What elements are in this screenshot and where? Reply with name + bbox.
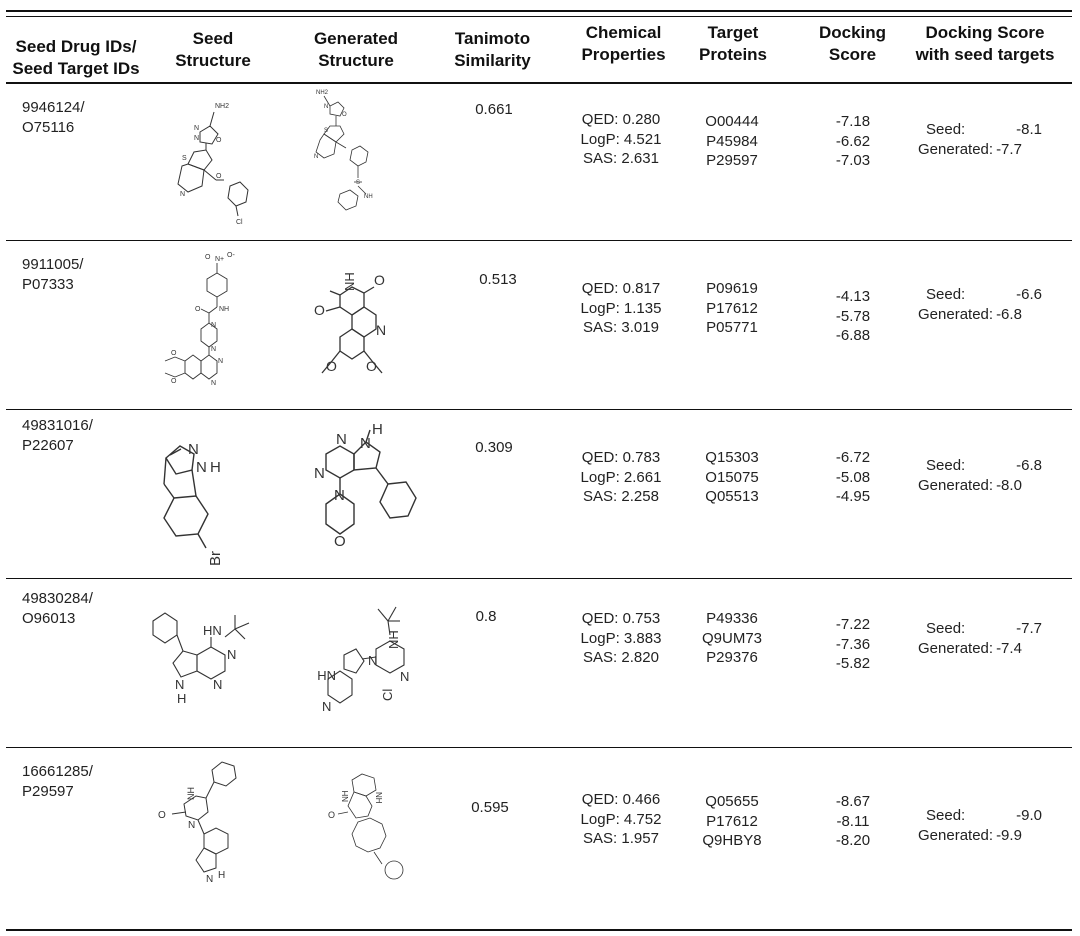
docking-value: -6.62 (835, 132, 871, 150)
seed-ids-cell (22, 255, 83, 294)
pyrazole-ring (196, 848, 216, 872)
target-proteins-cell (696, 448, 768, 507)
table-row (0, 748, 1080, 928)
atom-label: N (211, 346, 217, 353)
atom-label: N (211, 322, 217, 329)
bond (225, 629, 235, 637)
header-target-proteins (688, 22, 778, 66)
pyrrole-ring (173, 651, 197, 677)
header-docking-score-seed (905, 22, 1065, 66)
bond (198, 820, 204, 834)
bond (209, 307, 217, 313)
seed-ids-cell (22, 416, 93, 455)
pyrimidine-ring (326, 446, 354, 478)
header-seed-ids (6, 36, 146, 80)
bond (165, 357, 175, 361)
bond (206, 782, 214, 798)
docking-value: -8.11 (836, 812, 870, 830)
atom-label: N (180, 191, 186, 198)
target-protein: P05771 (706, 319, 758, 336)
atom-label: Cl (236, 219, 243, 226)
header-text: Target (707, 23, 759, 42)
target-id: P07333 (22, 275, 74, 293)
atom-label: N (314, 154, 319, 160)
atom-label: H (210, 459, 221, 476)
atom-label: N (314, 465, 325, 482)
chemical-properties-cell (566, 448, 676, 507)
atom-label: NH (364, 194, 373, 200)
docking-score-cell (822, 112, 884, 171)
target-proteins-cell (696, 279, 768, 338)
docking-value: -5.78 (835, 307, 871, 325)
docking-value: -7.03 (835, 152, 871, 169)
pyridine-ring (352, 307, 376, 337)
logp-value: LogP: 4.521 (580, 130, 662, 148)
target-protein: P45984 (706, 132, 758, 150)
generated-label: Generated: (918, 476, 994, 494)
atom-label: N (213, 677, 223, 692)
seed-score-line (918, 120, 1048, 140)
generated-structure-3 (308, 418, 428, 574)
atom-label: N (322, 699, 332, 714)
seed-label: Seed: (926, 286, 966, 303)
docking-seed-cell (918, 806, 1048, 845)
atom-label: N (194, 125, 200, 132)
chemical-properties-cell (566, 609, 676, 668)
sas-value: SAS: 1.957 (583, 830, 659, 847)
docking-value: -7.36 (835, 635, 871, 653)
generated-score: -8.0 (996, 476, 1022, 494)
docking-score-cell (822, 615, 884, 674)
drug-id: 9911005/ (22, 256, 84, 273)
seed-structure-5 (150, 756, 280, 916)
atom-label: N (206, 874, 214, 885)
header-text: Seed (192, 29, 234, 48)
docking-value: -8.67 (835, 793, 871, 810)
sas-value: SAS: 2.631 (583, 150, 659, 167)
bond (364, 287, 374, 293)
bond (172, 812, 186, 814)
qed-value: QED: 0.817 (581, 280, 661, 297)
docking-score-cell (822, 792, 884, 851)
target-id: O96013 (22, 609, 76, 627)
bond (330, 291, 340, 295)
header-text: Structure (175, 51, 251, 70)
bond (177, 635, 183, 651)
generated-label: Generated: (918, 826, 994, 844)
atom-label: N (336, 431, 347, 448)
atom-label: N (334, 487, 345, 504)
seed-score: -9.0 (1016, 807, 1042, 824)
target-proteins-cell (696, 609, 768, 668)
seed-score: -6.8 (1016, 457, 1042, 474)
bond (175, 373, 185, 377)
atom-label: N (188, 441, 199, 458)
atom-label: O (205, 254, 211, 261)
generated-score-line (918, 826, 1048, 846)
target-id: O75116 (22, 118, 75, 136)
chemical-properties-cell (566, 279, 676, 338)
header-text: Docking Score (925, 23, 1045, 42)
atom-label: NH (219, 306, 230, 313)
bond (164, 458, 166, 484)
drug-id: 49831016/ (22, 417, 93, 434)
pyrrole-ring (344, 649, 364, 673)
atom-label: HN (203, 623, 222, 638)
seed-structure-3 (150, 424, 270, 574)
seed-score: -6.6 (1016, 286, 1042, 303)
table-row (0, 241, 1080, 409)
generated-structure-1 (310, 86, 410, 236)
table-row (0, 410, 1080, 578)
atom-label: N (400, 669, 410, 684)
bond (201, 309, 209, 313)
drug-id: 49830284/ (22, 590, 93, 607)
atom-label: NH2 (316, 90, 329, 96)
atom-label: Br (207, 551, 224, 566)
header-seed-structure (163, 28, 263, 72)
atom-label: N (175, 677, 185, 692)
top-rule-inner (6, 16, 1072, 17)
atom-label: N+ (215, 256, 225, 263)
bond (198, 534, 206, 548)
seed-score-line (918, 806, 1048, 826)
docking-value: -5.82 (835, 655, 871, 672)
seed-label: Seed: (926, 620, 966, 637)
bond (336, 142, 346, 148)
thiophene-ring (188, 150, 212, 170)
atom-label: O (158, 810, 166, 821)
table-row (0, 84, 1080, 240)
benzo-ring (185, 355, 201, 379)
target-proteins-cell (696, 112, 768, 171)
qed-value: QED: 0.280 (581, 111, 661, 128)
pyridine-ring (178, 164, 204, 192)
bond (236, 206, 238, 216)
benzyl-ring (338, 190, 358, 210)
target-protein: P17612 (706, 812, 758, 830)
docking-value: -8.20 (835, 832, 871, 849)
cycloheptene-ring (352, 818, 386, 852)
atom-label: NH (386, 630, 401, 649)
tanimoto-cell: 0.8 (475, 608, 497, 625)
header-text: Docking (818, 23, 887, 42)
atom-label: O (216, 137, 222, 144)
logp-value: LogP: 2.661 (580, 468, 662, 486)
pyrimidine-ring (201, 355, 217, 379)
atom-label: O (216, 173, 222, 180)
chlorophenyl-ring (228, 182, 248, 206)
atom-label: S (324, 128, 329, 134)
qed-value: QED: 0.753 (581, 610, 661, 627)
atom-label: H (372, 421, 383, 438)
atom-label: NH (341, 790, 350, 802)
target-id: P29597 (22, 782, 74, 800)
header-text: Chemical (585, 23, 662, 42)
seed-structure-4 (145, 607, 285, 719)
tanimoto-cell: 0.661 (475, 101, 513, 118)
atom-label: N (196, 459, 207, 476)
target-protein: O00444 (705, 113, 759, 130)
generated-score: -6.8 (996, 305, 1022, 323)
header-text: Properties (581, 45, 666, 64)
bond (376, 468, 388, 484)
docking-value: -7.18 (835, 113, 871, 130)
sas-value: SAS: 2.820 (583, 649, 659, 666)
header-text: Tanimoto (454, 29, 531, 48)
qed-value: QED: 0.466 (581, 791, 661, 808)
target-protein: Q05655 (705, 793, 759, 810)
header-docking-score (805, 22, 900, 66)
atom-label: O- (227, 252, 235, 259)
seed-structure-1 (160, 90, 270, 236)
bond (388, 607, 396, 621)
seed-label: Seed: (926, 807, 966, 824)
header-tanimoto (440, 28, 545, 72)
chemical-properties-cell (566, 110, 676, 169)
atom-label: NH (317, 668, 336, 683)
phenyl-ring (380, 482, 416, 518)
table-row (0, 579, 1080, 747)
header-text: Structure (318, 51, 394, 70)
seed-ids-cell (22, 589, 93, 628)
target-id: P22607 (22, 436, 74, 454)
atom-label: S (356, 180, 361, 186)
generated-score-line (918, 639, 1048, 659)
generated-score-line (918, 305, 1048, 325)
logp-value: LogP: 4.752 (580, 810, 662, 828)
tanimoto-cell: 0.309 (475, 439, 513, 456)
seed-label: Seed: (926, 121, 966, 138)
seed-score-line (918, 285, 1048, 305)
target-proteins-cell (696, 792, 768, 851)
docking-value: -6.72 (835, 449, 871, 466)
seed-label: Seed: (926, 457, 966, 474)
target-protein: P49336 (706, 610, 758, 627)
bond (165, 373, 175, 377)
bond (326, 307, 340, 311)
header-text: with seed targets (915, 45, 1055, 64)
atom-label: N (324, 104, 329, 110)
phenyl-ring (212, 762, 236, 786)
target-protein: Q9HBY8 (702, 832, 762, 849)
benzo-ring (164, 496, 208, 536)
bond (235, 623, 249, 629)
pyridine-ring (316, 134, 336, 158)
generated-structure-4 (300, 599, 430, 739)
header-text: Proteins (698, 45, 768, 64)
bond (204, 170, 216, 180)
bond (235, 629, 245, 639)
docking-seed-cell (918, 619, 1048, 658)
generated-structure-2 (312, 249, 412, 405)
bond (374, 852, 382, 864)
atom-label: NH (374, 792, 383, 804)
atom-label: N (194, 135, 200, 142)
atom-label: O (326, 358, 337, 374)
header-text: Generated (313, 29, 399, 48)
header-text: Similarity (454, 51, 531, 70)
logp-value: LogP: 1.135 (580, 299, 662, 317)
target-protein: Q05513 (705, 488, 759, 505)
atom-label: O (195, 306, 201, 313)
target-protein: Q15303 (705, 449, 759, 466)
header-text: Score (828, 45, 877, 64)
docking-seed-cell (918, 120, 1048, 159)
docking-value: -7.22 (835, 616, 871, 633)
atom-label: N (188, 820, 196, 831)
atom-label: N (368, 653, 378, 668)
benzo-ring (340, 329, 364, 359)
target-protein: P29376 (706, 649, 758, 666)
diazepine-ring (348, 792, 372, 818)
atom-label: N (376, 322, 387, 338)
seed-structure-2 (155, 249, 275, 405)
atom-label: O (171, 378, 177, 385)
pyrimidine-ring (197, 647, 225, 679)
docking-seed-cell (918, 456, 1048, 495)
atom-label: N (360, 435, 371, 452)
sas-value: SAS: 3.019 (583, 319, 659, 336)
docking-value: -6.88 (835, 327, 871, 344)
header-text: Seed Target IDs (12, 59, 140, 78)
bond (338, 812, 348, 814)
atom-label: O (342, 112, 347, 118)
atom-label: O (366, 358, 377, 374)
header-text: Seed Drug IDs/ (15, 37, 137, 56)
bond (378, 609, 388, 621)
docking-seed-cell (918, 285, 1048, 324)
phenyl-ring (153, 613, 177, 643)
atom-label: N (218, 358, 224, 365)
generated-score-line (918, 140, 1048, 160)
atom-label: NH (342, 272, 357, 291)
phenyl-ring (350, 146, 368, 166)
phenyl-ring (385, 861, 403, 879)
atom-label: NH (186, 787, 196, 800)
atom-label: H (218, 870, 226, 881)
generated-structure-5 (318, 772, 428, 902)
bottom-rule (6, 929, 1072, 931)
target-protein: Q9UM73 (701, 629, 763, 647)
bond (210, 112, 214, 126)
atom-label: Cl (380, 688, 395, 701)
atom-label: O (328, 810, 336, 820)
drug-id: 16661285/ (22, 763, 93, 780)
sas-value: SAS: 2.258 (583, 488, 659, 505)
target-protein: O15075 (705, 468, 759, 486)
seed-score: -8.1 (1016, 121, 1042, 138)
generated-score: -7.7 (996, 140, 1022, 158)
nitrophenyl-ring (207, 273, 227, 297)
docking-score-cell (822, 448, 884, 507)
generated-score: -9.9 (996, 826, 1022, 844)
atom-label: O (314, 302, 325, 318)
atom-label: NH2 (215, 103, 230, 110)
target-protein: P09619 (706, 280, 758, 297)
seed-score-line (918, 619, 1048, 639)
logp-value: LogP: 3.883 (580, 629, 662, 647)
docking-score-cell (822, 287, 884, 346)
qed-value: QED: 0.783 (581, 449, 661, 466)
target-protein: P29597 (706, 152, 758, 169)
atom-label: N (227, 647, 237, 662)
seed-score: -7.7 (1016, 620, 1042, 637)
top-rule-outer (6, 10, 1072, 12)
atom-label: O (171, 350, 177, 357)
generated-label: Generated: (918, 305, 994, 323)
header-generated-structure (300, 28, 412, 72)
docking-value: -4.95 (835, 488, 871, 505)
generated-label: Generated: (918, 140, 994, 158)
seed-score-line (918, 456, 1048, 476)
target-protein: P17612 (706, 299, 758, 317)
seed-ids-cell (22, 98, 85, 137)
bond (175, 357, 185, 361)
bond (358, 186, 366, 194)
docking-value: -4.13 (835, 288, 871, 305)
generated-label: Generated: (918, 639, 994, 657)
chemical-properties-cell (566, 790, 676, 849)
tanimoto-cell: 0.595 (471, 799, 509, 816)
drug-id: 9946124/ (22, 99, 85, 116)
header-chemical-properties (566, 22, 681, 66)
seed-ids-cell (22, 762, 93, 801)
atom-label: N (211, 380, 217, 387)
bond (164, 484, 174, 498)
atom-label: O (334, 533, 346, 550)
docking-value: -5.08 (835, 468, 871, 486)
atom-label: S (182, 155, 187, 162)
atom-label: H (177, 691, 187, 706)
generated-score-line (918, 476, 1048, 496)
atom-label: O (374, 272, 385, 288)
tanimoto-cell: 0.513 (479, 271, 517, 288)
generated-score: -7.4 (996, 639, 1022, 657)
